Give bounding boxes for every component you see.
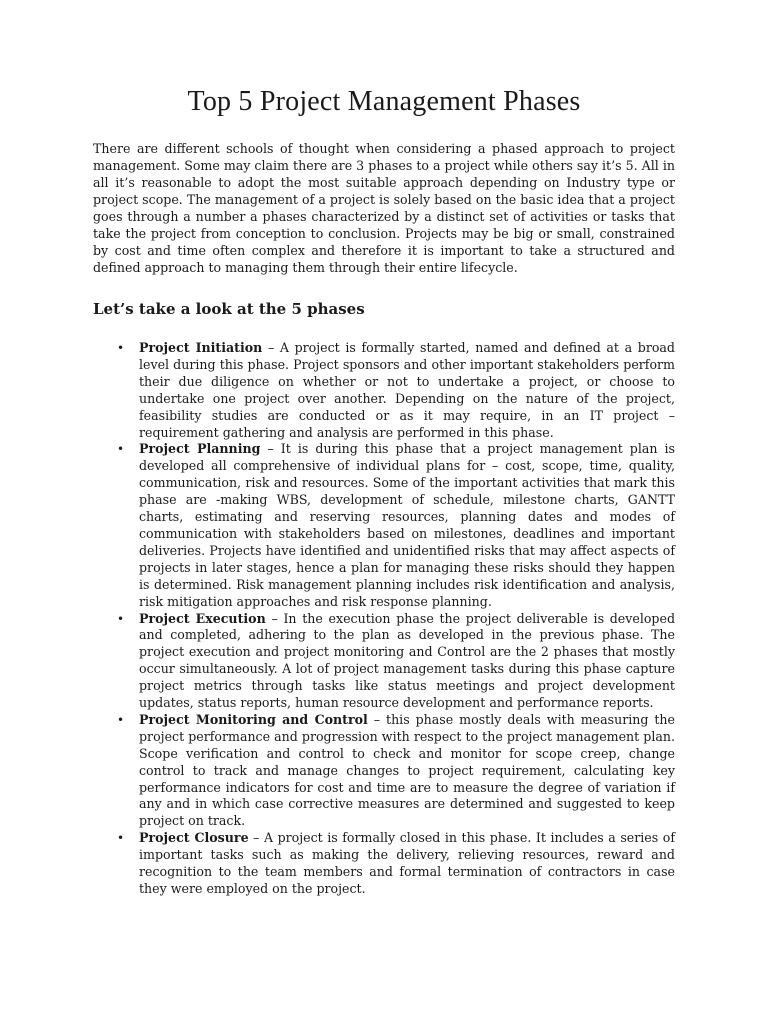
phase-description: – this phase mostly deals with measuring the project performance and progression with respect to the project management plan. Scope verification and control to check and monitor for scope creep, change control to track and manage changes to project requirement, calculating key performance indicators for cost and time are to measure the degree of variation if any and in which case corrective measures are determined and suggested to keep project on track. <box>139 711 675 829</box>
phase-description: – In the execution phase the project deliverable is developed and completed, adhering to the plan as developed in the previous phase. The project execution and project monitoring and Control are the 2 phases that mostly occur simultaneously. A lot of project management tasks during this phase capture project metrics through tasks like status meetings and project development updates, status reports, human resource development and performance reports. <box>139 610 676 711</box>
phase-name: Project Initiation <box>139 340 263 355</box>
bullet-icon: • <box>117 442 125 457</box>
phase-name: Project Execution <box>139 610 266 626</box>
bullet-icon: • <box>117 611 125 626</box>
phase-name: Project Closure <box>139 830 249 846</box>
phase-name: Project Monitoring and Control <box>139 711 368 727</box>
list-item-planning <box>117 441 676 610</box>
list-item-closure <box>117 830 675 898</box>
bullet-icon: • <box>117 712 125 727</box>
phase-list <box>93 340 675 898</box>
phase-name: Project Planning <box>139 441 261 457</box>
list-item-monitoring-control <box>117 711 675 830</box>
bullet-icon: • <box>117 831 125 846</box>
phase-description: – It is during this phase that a project management plan is developed all comprehensive of individual plans for – cost, scope, time, quality, communication, risk and resources. Some of the important activities that mark this phase are -making WBS, development of schedule, milestone charts, GANTT charts, estimating and reserving resources, planning dates and modes of communication with stakeholders based on milestones, deadlines and important deliveries. Projects have identified and unidentified risks that may affect aspects of projects in later stages, hence a plan for managing these risks should they happen is determined. Risk management planning includes risk identification and analysis, risk mitigation approaches and risk response planning. <box>139 441 676 609</box>
list-item-execution <box>117 610 676 712</box>
section-heading: Let’s take a look at the 5 phases <box>93 300 365 318</box>
phase-description: – A project is formally closed in this phase. It includes a series of important tasks such as making the delivery, relieving resources, reward and recognition to the team members and formal termination of contractors in case they were employed on the project. <box>139 830 675 896</box>
list-item-initiation <box>117 340 675 441</box>
page-title: Top 5 Project Management Phases <box>187 86 581 117</box>
phase-description: – A project is formally started, named and defined at a broad level during this phase. Project sponsors and other important stakeholders perform their due diligence on whether or not to undertake a project, or choose to undertake one project over another. Depending on the nature of the project, feasibility studies are conducted or as it may require, in an IT project – requirement gathering and analysis are performed in this phase. <box>139 340 675 440</box>
bullet-icon: • <box>117 341 125 355</box>
intro-paragraph: There are different schools of thought when considering a phased approach to project management. Some may claim there are 3 phases to a project while others say it’s 5. All in all it’s reasonable to adopt the most suitable approach depending on Industry type or project scope. The management of a project is solely based on the basic idea that a project goes through a number a phases characterized by a distinct set of activities or tasks that take the project from conception to conclusion. Projects may be big or small, constrained by cost and time often complex and therefore it is important to take a structured and defined approach to managing them through their entire lifecycle. <box>93 141 675 275</box>
